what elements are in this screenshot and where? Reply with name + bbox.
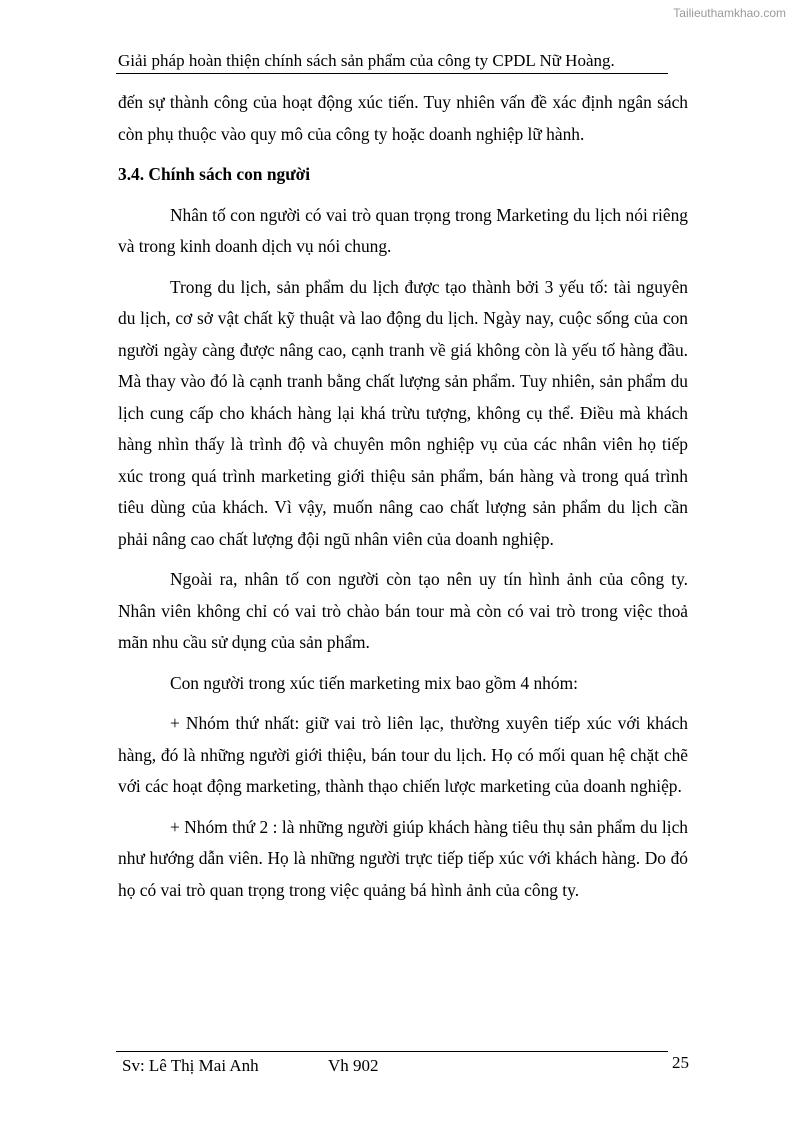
header-rule <box>116 73 668 74</box>
footer-class: Vh 902 <box>328 1056 379 1075</box>
page-body <box>118 87 688 915</box>
footer-author: Sv: Lê Thị Mai Anh <box>122 1056 259 1075</box>
running-header: Giải pháp hoàn thiện chính sách sản phẩm của công ty CPDL Nữ Hoàng. <box>118 51 615 70</box>
list-item: + Nhóm thứ nhất: giữ vai trò liên lạc, thường xuyên tiếp xúc với khách hàng, đó là những người giới thiệu, bán tour du lịch. Họ có mối quan hệ chặt chẽ với các hoạt động marketing, thành thạo chiến lược marketing của doanh nghiệp. <box>118 713 688 796</box>
page-number: 25 <box>672 1053 689 1072</box>
paragraph: Ngoài ra, nhân tố con người còn tạo nên uy tín hình ảnh của công ty. Nhân viên không chỉ có vai trò chào bán tour mà còn có vai trò trong việc thoả mãn nhu cầu sử dụng của sản phẩm. <box>118 569 688 652</box>
paragraph: Trong du lịch, sản phẩm du lịch được tạo thành bởi 3 yếu tố: tài nguyên du lịch, cơ sở vật chất kỹ thuật và lao động du lịch. Ngày nay, cuộc sống của con người ngày càng được nâng cao, cạnh tranh về giá không còn là yếu tố hàng đầu. Mà thay vào đó là cạnh tranh bằng chất lượng sản phẩm. Tuy nhiên, sản phẩm du lịch cung cấp cho khách hàng lại khá trừu tượng, không cụ thể. Điều mà khách hàng nhìn thấy là trình độ và chuyên môn nghiệp vụ của các nhân viên họ tiếp xúc trong quá trình marketing giới thiệu sản phẩm, bán hàng và trong quá trình tiêu dùng của khách. Vì vậy, muốn nâng cao chất lượng sản phẩm du lịch cần phải nâng cao chất lượng đội ngũ nhân viên của doanh nghiệp. <box>118 276 688 549</box>
paragraph: Nhân tố con người có vai trò quan trọng trong Marketing du lịch nói riêng và trong kinh doanh dịch vụ nói chung. <box>118 204 688 256</box>
continued-paragraph: đến sự thành công của hoạt động xúc tiến. Tuy nhiên vấn đề xác định ngân sách còn phụ thuộc vào quy mô của công ty hoặc doanh nghiệp lữ hành. <box>118 92 688 144</box>
paragraph: Con người trong xúc tiến marketing mix bao gồm 4 nhóm: <box>170 672 578 693</box>
section-heading: 3.4. Chính sách con người <box>118 164 311 184</box>
list-item: + Nhóm thứ 2 : là những người giúp khách hàng tiêu thụ sản phẩm du lịch như hướng dẫn viên. Họ là những người trực tiếp tiếp xúc với khách hàng. Do đó họ có vai trò quan trọng trong việc quảng bá hình ảnh của công ty. <box>118 816 688 900</box>
watermark: Tailieuthamkhao.com <box>673 6 786 20</box>
footer-rule <box>116 1051 668 1052</box>
